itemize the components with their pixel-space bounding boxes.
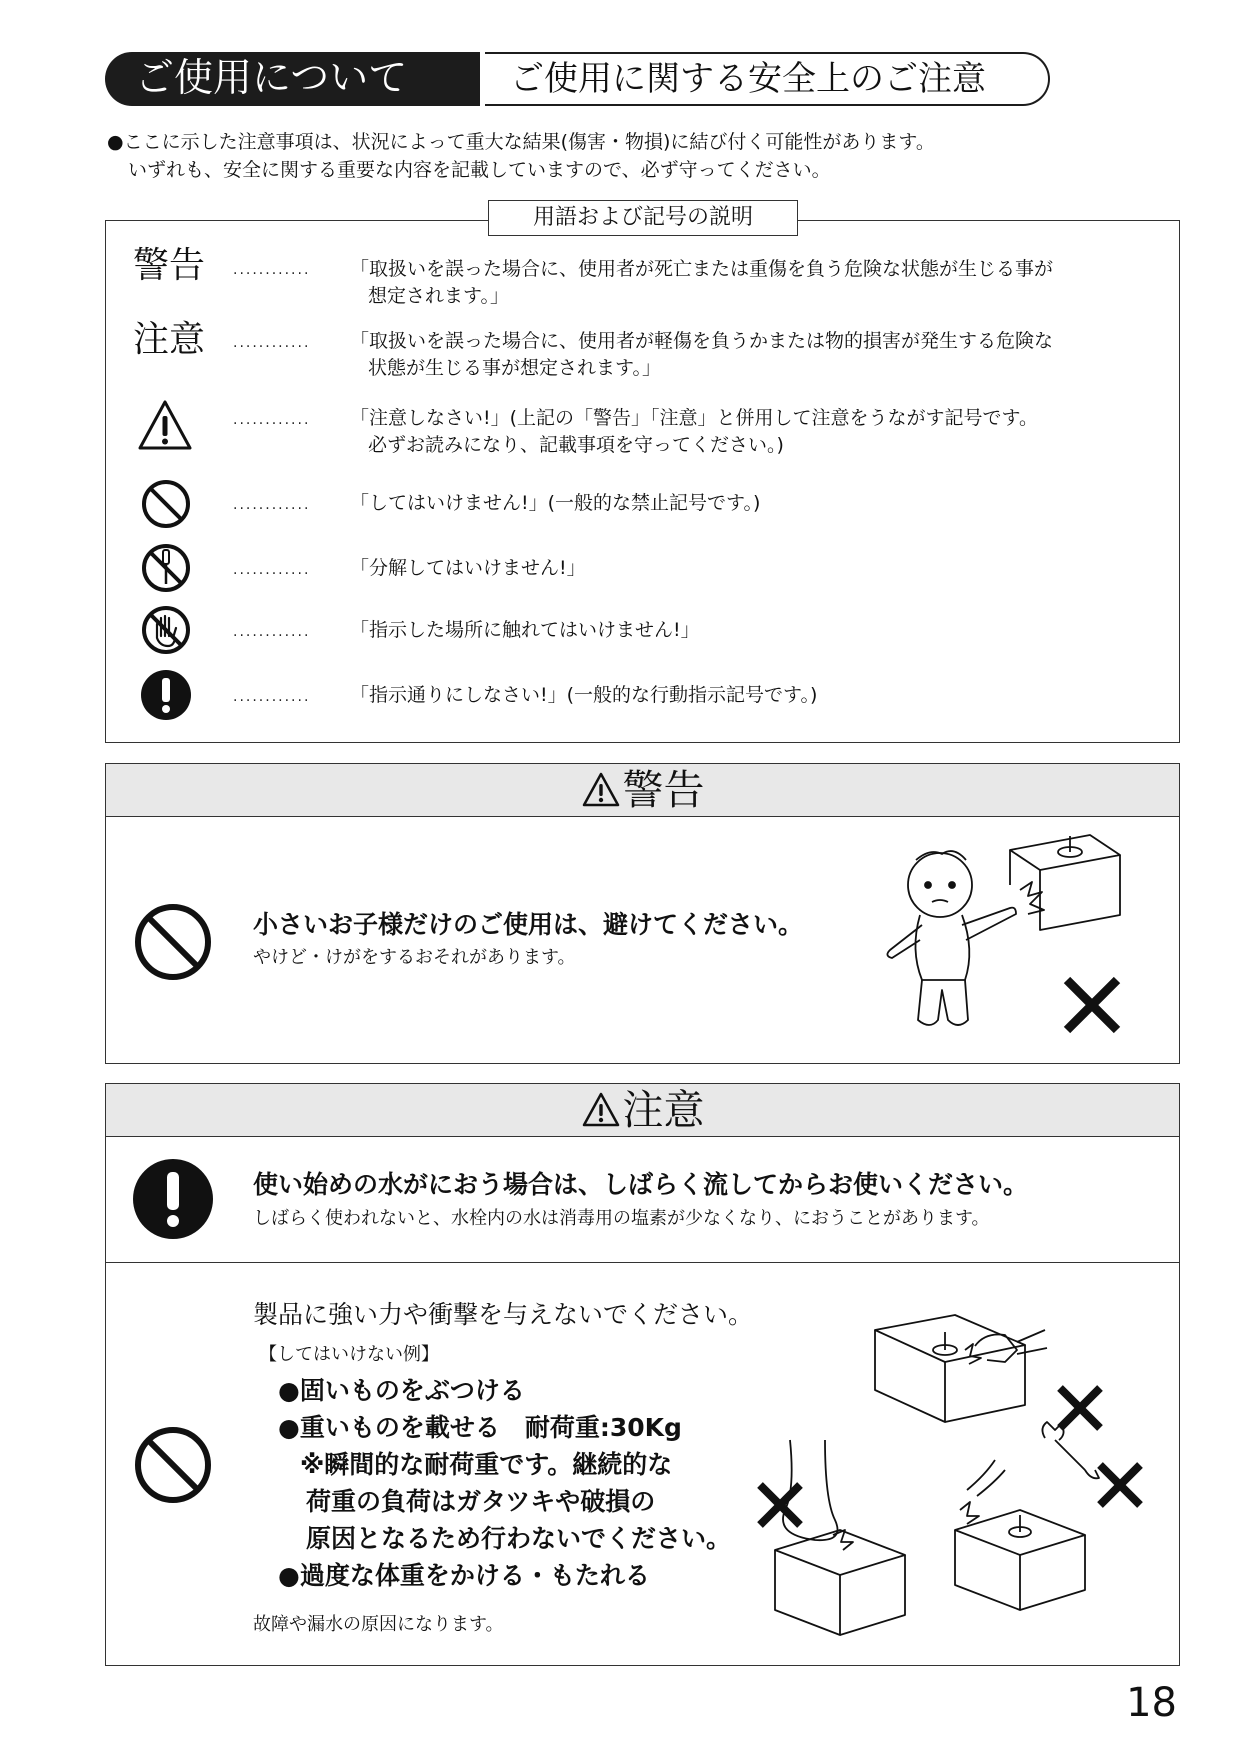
examples-list — [278, 1372, 731, 1594]
desc-line: 「注意しなさい!」(上記の「警告」「注意」と併用して注意をうながす記号です。 — [350, 407, 1039, 429]
child-illustration — [870, 830, 1130, 1055]
warning-sub-text: やけど・けがをするおそれがあります。 — [253, 947, 576, 968]
example-1: ●固いものをぶつける — [278, 1376, 525, 1405]
caution-item2-sub: 故障や漏水の原因になります。 — [253, 1614, 504, 1635]
example-2: ●重いものを載せる 耐荷重:30Kg — [278, 1413, 682, 1442]
no-touch-icon — [140, 604, 192, 656]
intro-text — [107, 128, 935, 184]
desc-line: 「指示通りにしなさい!」(一般的な行動指示記号です。) — [350, 684, 818, 706]
glossary-desc-caution-symbol — [350, 405, 1038, 459]
mandatory-action-icon — [140, 669, 192, 721]
section-header — [105, 52, 1050, 106]
intro-line-2: いずれも、安全に関する重要な内容を記載していますので、必ず守ってください。 — [128, 159, 831, 181]
mandatory-action-icon — [132, 1158, 214, 1240]
desc-line: 「取扱いを誤った場合に、使用者が軽傷を負うかまたは物的損害が発生する危険な — [350, 330, 1054, 352]
prohibition-icon — [133, 1425, 213, 1505]
glossary-desc-mandatory — [350, 682, 817, 709]
glossary-desc-prohibition — [350, 490, 760, 517]
no-disassembly-icon — [140, 542, 192, 594]
desc-line: 「分解してはいけません!」 — [350, 557, 586, 579]
caution-triangle-icon — [581, 1091, 621, 1129]
page-title: ご使用に関する安全上のご注意 — [485, 52, 1050, 106]
caution-title: 注意 — [622, 1086, 705, 1134]
desc-line: 「指示した場所に触れてはいけません!」 — [350, 619, 700, 641]
caution-item1-main: 使い始めの水がにおう場合は、しばらく流してからお使いください。 — [253, 1170, 1029, 1199]
glossary-term-warning: 警告 — [133, 245, 206, 286]
caution-divider — [105, 1262, 1180, 1263]
desc-line: 必ずお読みになり、記載事項を守ってください。) — [368, 434, 784, 456]
leader-dots: ............ — [233, 335, 311, 351]
caution-item1-sub: しばらく使われないと、水栓内の水は消毒用の塩素が少なくなり、におうことがあります。 — [253, 1208, 990, 1229]
caution-header — [106, 1084, 1179, 1137]
warning-triangle-icon — [581, 771, 621, 809]
leader-dots: ............ — [233, 412, 311, 428]
page-number: 18 — [1126, 1680, 1177, 1726]
glossary-desc-warning — [350, 256, 1053, 310]
glossary-desc-caution — [350, 328, 1053, 382]
caution-triangle-icon — [137, 398, 193, 454]
desc-line: 想定されます。」 — [368, 285, 509, 307]
load-note-2: 荷重の負荷はガタツキや破損の — [306, 1487, 656, 1516]
intro-line-1: ●ここに示した注意事項は、状況によって重大な結果(傷害・物損)に結び付く可能性があります。 — [107, 131, 935, 153]
glossary-desc-no-touch — [350, 617, 700, 644]
prohibition-icon — [140, 478, 192, 530]
load-note-3: 原因となるため行わないでください。 — [306, 1524, 732, 1553]
caution-item2-main: 製品に強い力や衝撃を与えないでください。 — [253, 1300, 754, 1329]
glossary-term-caution: 注意 — [133, 319, 206, 360]
leader-dots: ............ — [233, 262, 311, 278]
load-note-1: ※瞬間的な耐荷重です。継続的な — [300, 1450, 673, 1479]
impact-illustrations — [755, 1310, 1175, 1650]
glossary-title: 用語および記号の説明 — [488, 200, 798, 236]
leader-dots: ............ — [233, 689, 311, 705]
section-label: ご使用について — [105, 52, 480, 106]
warning-header — [106, 764, 1179, 817]
examples-label: 【してはいけない例】 — [259, 1344, 439, 1365]
leader-dots: ............ — [233, 497, 311, 513]
desc-line: 「取扱いを誤った場合に、使用者が死亡または重傷を負う危険な状態が生じる事が — [350, 258, 1054, 280]
glossary-desc-no-disassembly — [350, 555, 586, 582]
warning-title: 警告 — [622, 766, 705, 814]
desc-line: 「してはいけません!」(一般的な禁止記号です。) — [350, 492, 761, 514]
example-3: ●過度な体重をかける・もたれる — [278, 1561, 650, 1590]
leader-dots: ............ — [233, 562, 311, 578]
leader-dots: ............ — [233, 624, 311, 640]
warning-main-text: 小さいお子様だけのご使用は、避けてください。 — [253, 910, 804, 939]
desc-line: 状態が生じる事が想定されます。」 — [368, 357, 661, 379]
prohibition-icon — [133, 902, 213, 982]
